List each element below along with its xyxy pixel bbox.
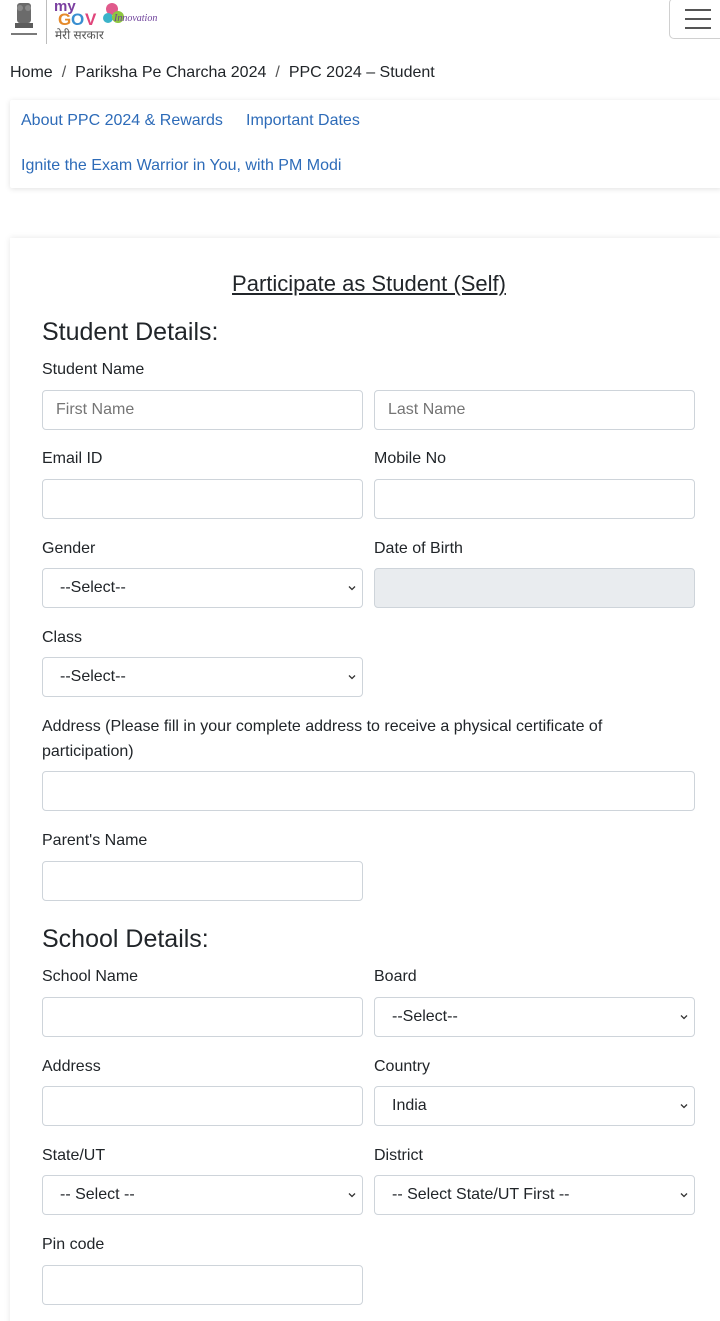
national-emblem-icon <box>8 0 40 42</box>
logo-divider <box>46 0 47 44</box>
state-label: State/UT <box>42 1147 106 1164</box>
student-name-label: Student Name <box>42 361 145 378</box>
school-details-heading: School Details: <box>42 925 209 953</box>
chevron-down-icon <box>680 1013 688 1021</box>
chevron-down-icon <box>348 1191 356 1199</box>
school-address-label: Address <box>42 1058 101 1075</box>
chevron-down-icon <box>348 584 356 592</box>
board-select-value: --Select-- <box>392 1008 458 1025</box>
class-select[interactable] <box>42 657 363 697</box>
svg-text:Innovation: Innovation <box>114 13 158 24</box>
mobile-label: Mobile No <box>374 450 447 467</box>
site-header <box>0 0 720 50</box>
dob-input[interactable] <box>374 568 695 608</box>
svg-text:V: V <box>85 10 97 29</box>
sub-navigation <box>10 100 720 188</box>
email-input[interactable] <box>42 479 363 519</box>
parent-name-label: Parent's Name <box>42 832 148 849</box>
form-title: Participate as Student (Self) <box>232 271 506 296</box>
gender-select[interactable] <box>42 568 363 608</box>
chevron-down-icon <box>680 1102 688 1110</box>
nav-about-ppc-link[interactable]: About PPC 2024 & Rewards <box>21 112 223 129</box>
class-label: Class <box>42 629 83 646</box>
gender-select-value: --Select-- <box>60 579 126 596</box>
gender-label: Gender <box>42 540 96 557</box>
parent-name-input[interactable] <box>42 861 363 901</box>
first-name-input[interactable] <box>42 390 363 430</box>
district-select-value: -- Select State/UT First -- <box>392 1186 570 1203</box>
state-select[interactable] <box>42 1175 363 1215</box>
class-select-value: --Select-- <box>60 668 126 685</box>
email-label: Email ID <box>42 450 103 467</box>
pincode-label: Pin code <box>42 1236 105 1253</box>
mobile-input[interactable] <box>374 479 695 519</box>
breadcrumb-separator: / <box>275 64 280 81</box>
board-label: Board <box>374 968 417 985</box>
svg-text:G: G <box>58 10 72 29</box>
breadcrumb-separator: / <box>61 64 67 81</box>
district-select[interactable] <box>374 1175 695 1215</box>
hamburger-icon <box>685 9 711 11</box>
state-select-value: -- Select -- <box>60 1186 135 1203</box>
breadcrumb-home[interactable]: Home <box>10 64 53 81</box>
student-details-heading: Student Details: <box>42 318 219 346</box>
district-label: District <box>374 1147 423 1164</box>
nav-exam-warrior-link[interactable]: Ignite the Exam Warrior in You, with PM Modi <box>21 157 342 174</box>
chevron-down-icon <box>348 673 356 681</box>
board-select[interactable] <box>374 997 695 1037</box>
hamburger-menu-button[interactable] <box>669 0 720 39</box>
school-name-label: School Name <box>42 968 139 985</box>
nav-important-dates-link[interactable]: Important Dates <box>246 112 360 129</box>
country-select-value: India <box>392 1097 427 1114</box>
address-label: Address (Please fill in your complete address to receive a physical certificate of participation) <box>42 718 603 760</box>
school-address-input[interactable] <box>42 1086 363 1126</box>
school-name-input[interactable] <box>42 997 363 1037</box>
breadcrumb-ppc[interactable]: Pariksha Pe Charcha 2024 <box>75 64 267 81</box>
country-label: Country <box>374 1058 431 1075</box>
logo-tagline: मेरी सरकार <box>55 28 104 42</box>
pincode-input[interactable] <box>42 1265 363 1305</box>
svg-text:O: O <box>71 10 85 29</box>
last-name-input[interactable] <box>374 390 695 430</box>
country-select[interactable] <box>374 1086 695 1126</box>
svg-text:my: my <box>54 0 76 15</box>
breadcrumb-current: PPC 2024 – Student <box>288 64 435 81</box>
chevron-down-icon <box>680 1191 688 1199</box>
dob-label: Date of Birth <box>374 540 463 557</box>
breadcrumb <box>10 64 435 82</box>
address-input[interactable] <box>42 771 695 811</box>
